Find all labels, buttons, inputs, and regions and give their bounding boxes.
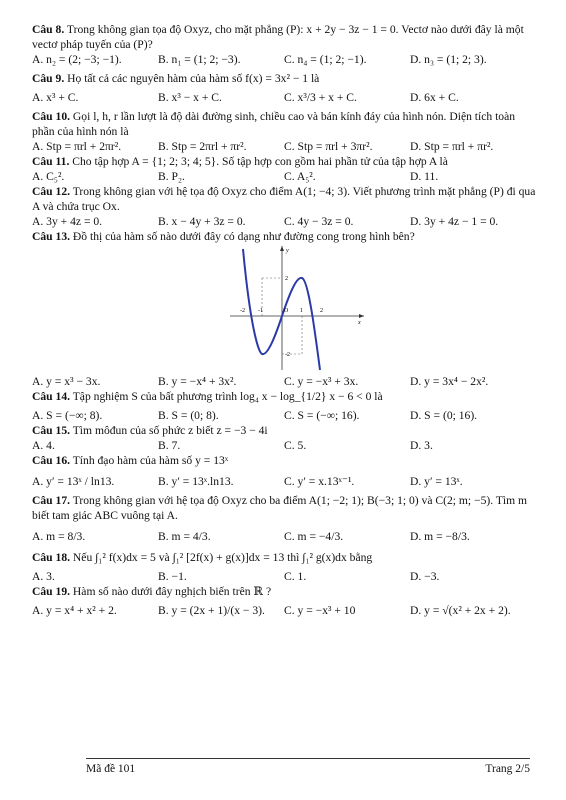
option-a[interactable]: A. 3. [32,570,55,583]
option-d[interactable]: D. 6x + C. [410,91,459,104]
option-b[interactable]: B. y = (2x + 1)/(x − 3). [158,604,265,617]
options [32,438,540,453]
x-tick-label: 2 [320,308,323,314]
options [32,52,540,67]
options [32,529,540,544]
option-d[interactable]: D. Stp = πrl + πr². [410,140,494,153]
question-13 [32,229,540,389]
option-d[interactable]: D. y′ = 13ˣ. [410,475,463,488]
question-stem: Gọi l, h, r lần lượt là độ dài đường sinh, chiều cao và bán kính đáy của hình nón. Diện tích toàn phần của hình nón là [32,110,516,138]
page-number: Trang 2/5 [485,763,530,775]
options [32,139,540,154]
option-a[interactable]: A. y′ = 13ˣ / ln13. [32,475,115,488]
question-label: Câu 13. [32,230,71,243]
option-b[interactable]: B. m = 4/3. [158,530,211,543]
question-label: Câu 14. [32,390,71,403]
option-a[interactable]: A. C₅². [32,170,65,183]
question-18 [32,550,540,584]
question-stem: Cho tập hợp A = {1; 2; 3; 4; 5}. Số tập hợp con gồm hai phần tử của tập hợp A là [72,155,448,168]
option-d[interactable]: D. 11. [410,170,439,183]
option-a[interactable]: A. x³ + C. [32,91,79,104]
option-c[interactable]: C. y = −x³ + 3x. [284,375,359,388]
graph-svg [228,244,368,374]
option-c[interactable]: C. 4y − 3z = 0. [284,215,354,228]
question-14 [32,389,540,423]
option-c[interactable]: C. 5. [284,439,307,452]
option-d[interactable]: D. S = (0; 16). [410,409,478,422]
question-label: Câu 18. [32,551,71,564]
option-c[interactable]: C. 1. [284,570,307,583]
option-d[interactable]: D. 3y + 4z − 1 = 0. [410,215,499,228]
option-c[interactable]: C. A₅². [284,170,316,183]
question-16 [32,453,540,489]
option-d[interactable]: D. 3. [410,439,433,452]
option-a[interactable]: A. Stp = πrl + 2πr². [32,140,122,153]
option-c[interactable]: C. n₄ = (1; 2; −1). [284,53,367,66]
option-a[interactable]: A. 4. [32,439,55,452]
x-tick-label: 1 [300,308,303,314]
question-17 [32,493,540,544]
question-label: Câu 8. [32,23,65,36]
option-a[interactable]: A. n₂ = (2; −3; −1). [32,53,122,66]
option-c[interactable]: C. y = −x³ + 10 [284,604,356,617]
x-axis-label: x [358,320,361,326]
option-c[interactable]: C. y′ = x.13ˣ⁻¹. [284,475,355,488]
options [32,90,540,105]
option-b[interactable]: B. y′ = 13ˣ.ln13. [158,475,234,488]
question-label: Câu 19. [32,585,71,598]
question-label: Câu 17. [32,494,71,507]
y-axis-arrow [280,246,284,251]
origin-label: O [284,308,289,314]
option-a[interactable]: A. m = 8/3. [32,530,86,543]
option-b[interactable]: B. −1. [158,570,187,583]
question-19 [32,584,540,618]
question-label: Câu 11. [32,155,70,168]
question-stem: Trong không gian với hệ tọa độ Oxyz cho điểm A(1; −4; 3). Viết phương trình mặt phẳng (P) đi qua A và chứa trục Ox. [32,185,536,213]
question-stem: Họ tất cả các nguyên hàm của hàm số f(x) = 3x² − 1 là [67,72,320,85]
option-b[interactable]: B. P₂. [158,170,185,183]
x-tick-label: -1 [258,308,263,314]
question-label: Câu 16. [32,454,71,467]
option-b[interactable]: B. S = (0; 8). [158,409,219,422]
options [32,374,540,389]
x-axis-arrow [359,314,364,318]
option-a[interactable]: A. 3y + 4z = 0. [32,215,103,228]
option-d[interactable]: D. n₃ = (1; 2; 3). [410,53,487,66]
question-stem: Nếu ∫₁² f(x)dx = 5 và ∫₁² [2f(x) + g(x)]dx = 13 thì ∫₁² g(x)dx bằng [72,551,373,564]
question-12 [32,184,540,229]
page-footer [86,758,530,775]
question-9 [32,71,540,105]
x-tick-label: -2 [240,308,245,314]
question-stem: Trong không gian với hệ tọa độ Oxyz cho ba điểm A(1; −2; 1); B(−3; 1; 0) và C(2; m; −5). Tìm m biết tam giác ABC vuông tại A. [32,494,528,522]
option-c[interactable]: C. S = (−∞; 16). [284,409,360,422]
option-c[interactable]: C. Stp = πrl + 3πr². [284,140,373,153]
question-8 [32,22,540,67]
option-b[interactable]: B. x − 4y + 3z = 0. [158,215,246,228]
option-b[interactable]: B. y = −x⁴ + 3x². [158,375,237,388]
y-axis-label: y [286,248,289,254]
option-a[interactable]: A. S = (−∞; 8). [32,409,103,422]
question-10 [32,109,540,154]
y-tick-label: -2 [285,352,290,358]
options [32,569,540,584]
option-d[interactable]: D. y = 3x⁴ − 2x². [410,375,489,388]
options [32,169,540,184]
option-b[interactable]: B. n₁ = (1; 2; −3). [158,53,241,66]
options [32,474,540,489]
question-15 [32,423,540,453]
question-stem: Tìm môđun của số phức z biết z = −3 − 4i [72,424,268,437]
options [32,214,540,229]
question-label: Câu 15. [32,424,71,437]
question-stem: Đồ thị của hàm số nào dưới đây có dạng như đường cong trong hình bên? [72,230,415,243]
option-d[interactable]: D. m = −8/3. [410,530,470,543]
option-b[interactable]: B. Stp = 2πrl + πr². [158,140,247,153]
option-d[interactable]: D. −3. [410,570,440,583]
option-a[interactable]: A. y = x⁴ + x² + 2. [32,604,117,617]
option-d[interactable]: D. y = √(x² + 2x + 2). [410,604,511,617]
question-stem: Trong không gian tọa độ Oxyz, cho mặt phẳng (P): x + 2y − 3z − 1 = 0. Vectơ nào dưới đây là một vectơ pháp tuyến của (P)? [32,23,524,51]
y-tick-label: 2 [285,276,288,282]
question-11 [32,154,540,184]
option-c[interactable]: C. x³/3 + x + C. [284,91,357,104]
options [32,603,540,618]
exam-page [32,22,540,618]
exam-code: Mã đề 101 [86,763,136,775]
question-label: Câu 9. [32,72,65,85]
function-graph [228,244,368,374]
option-b[interactable]: B. x³ − x + C. [158,91,222,104]
option-a[interactable]: A. y = x³ − 3x. [32,375,101,388]
function-curve [243,249,320,370]
question-stem: Tính đạo hàm của hàm số y = 13ˣ [72,454,229,467]
question-label: Câu 12. [32,185,71,198]
question-stem: Tập nghiệm S của bất phương trình log₄ x − log_{1/2} x − 6 < 0 là [72,390,383,403]
option-b[interactable]: B. 7. [158,439,181,452]
option-c[interactable]: C. m = −4/3. [284,530,344,543]
question-label: Câu 10. [32,110,71,123]
options [32,408,540,423]
question-stem: Hàm số nào dưới đây nghịch biến trên ℝ ? [72,585,272,598]
